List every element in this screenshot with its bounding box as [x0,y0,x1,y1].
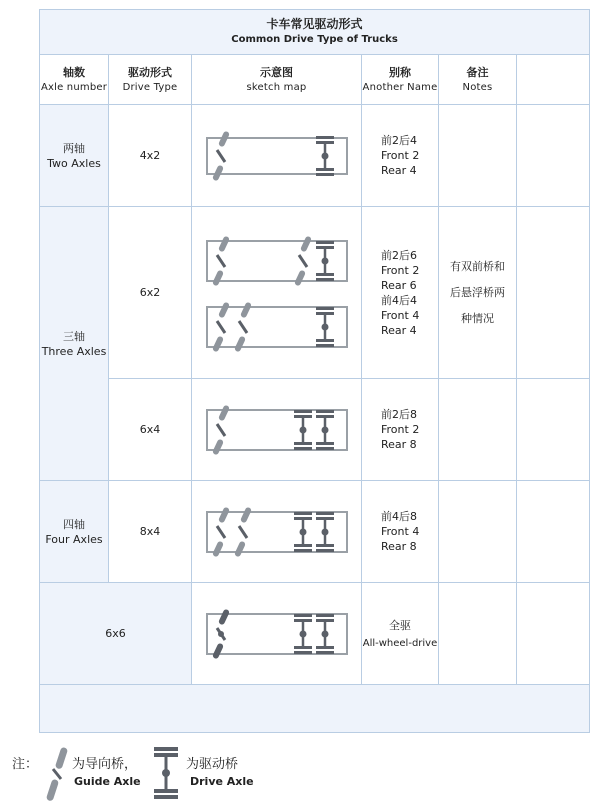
axle-two-en: Two Axles [47,156,101,170]
name-6x2-a-front: Front 2 [381,263,420,277]
axle-four-en: Four Axles [45,532,103,546]
sketch-6x6 [192,583,362,685]
notes-6x2 [439,207,517,379]
legend-drive-en: Drive Axle [190,775,254,788]
name-6x2-b-zh: 前4后4 [381,293,417,307]
header-axle-zh: 轴数 [63,65,85,79]
name-8x4-rear: Rear 8 [381,540,417,553]
axle-three [40,207,109,481]
legend-guide-zh: 为导向桥， [72,757,138,772]
header-notes-en: Notes [462,81,493,93]
table-footer [40,685,590,733]
header-axle [40,55,109,105]
legend [12,745,592,805]
header-drive-en: Drive Type [122,81,178,93]
name-6x4 [362,379,439,481]
guide-axle-icon [42,745,72,803]
name-6x4-rear: Rear 8 [381,438,417,451]
header-drive-zh: 驱动形式 [128,65,172,79]
name-6x2-b-front: Front 4 [381,308,420,322]
name-8x4 [362,481,439,583]
axle-four-zh: 四轴 [63,517,85,531]
notes-4x2 [439,105,517,207]
header-sketch [192,55,362,105]
name-6x2-a-zh: 前2后6 [381,248,417,262]
notes-8x4 [439,481,517,583]
name-6x2 [362,207,439,379]
header-another-zh: 别称 [389,65,411,79]
truck-6x2-sketch [197,233,357,353]
axle-four [40,481,109,583]
name-4x2-rear: Rear 4 [381,164,417,177]
axle-two-zh: 两轴 [63,141,85,155]
notes-6x6 [439,583,517,685]
title-en: Common Drive Type of Trucks [231,34,398,45]
title-zh: 卡车常见驱动形式 [266,17,363,31]
header-another [362,55,439,105]
legend-guide-en: Guide Axle [74,775,141,788]
header-empty [517,55,590,105]
drive-type-table [39,9,590,733]
name-4x2-front: Front 2 [381,149,420,162]
header-sketch-zh: 示意图 [260,65,293,79]
name-6x2-b-rear: Rear 4 [381,323,417,337]
truck-6x4-sketch [197,404,357,456]
table-title [40,10,590,55]
sketch-6x4 [192,379,362,481]
name-6x2-a-rear: Rear 6 [381,278,417,292]
name-6x6 [362,583,439,685]
drive-8x4: 8x4 [109,481,192,583]
drive-6x6: 6x6 [40,583,192,685]
name-6x6-en: All-wheel-drive [362,638,438,649]
header-sketch-en: sketch map [246,81,307,93]
name-4x2-zh: 前2后4 [381,134,417,147]
notes-6x4 [439,379,517,481]
truck-4x2-sketch [197,130,357,182]
notes-6x2-line-2: 后悬浮桥两 [450,285,505,299]
name-6x4-zh: 前2后8 [381,408,417,421]
header-axle-en: Axle number [40,81,108,93]
extra-4x2 [517,105,590,207]
name-8x4-zh: 前4后8 [381,510,417,523]
name-6x4-front: Front 2 [381,423,420,436]
drive-6x2: 6x2 [109,207,192,379]
sketch-6x2 [192,207,362,379]
truck-6x6-sketch [197,608,357,660]
drive-6x4: 6x4 [109,379,192,481]
notes-6x2-line-3: 种情况 [461,311,494,325]
extra-8x4 [517,481,590,583]
header-notes-zh: 备注 [466,65,489,79]
notes-6x2-line-1: 有双前桥和 [450,259,505,273]
name-8x4-front: Front 4 [381,525,420,538]
sketch-8x4 [192,481,362,583]
extra-6x4 [517,379,590,481]
legend-drive-zh: 为驱动桥 [186,757,239,772]
header-notes [439,55,517,105]
name-6x6-zh: 全驱 [389,619,411,632]
header-another-en: Another Name [362,81,438,93]
axle-three-zh: 三轴 [63,329,85,343]
legend-prefix: 注： [12,757,39,772]
drive-4x2: 4x2 [109,105,192,207]
name-4x2 [362,105,439,207]
extra-6x2 [517,207,590,379]
extra-6x6 [517,583,590,685]
axle-three-en: Three Axles [41,344,107,358]
sketch-4x2 [192,105,362,207]
drive-axle-icon [152,747,180,799]
axle-two [40,105,109,207]
header-drive [109,55,192,105]
truck-8x4-sketch [197,506,357,558]
